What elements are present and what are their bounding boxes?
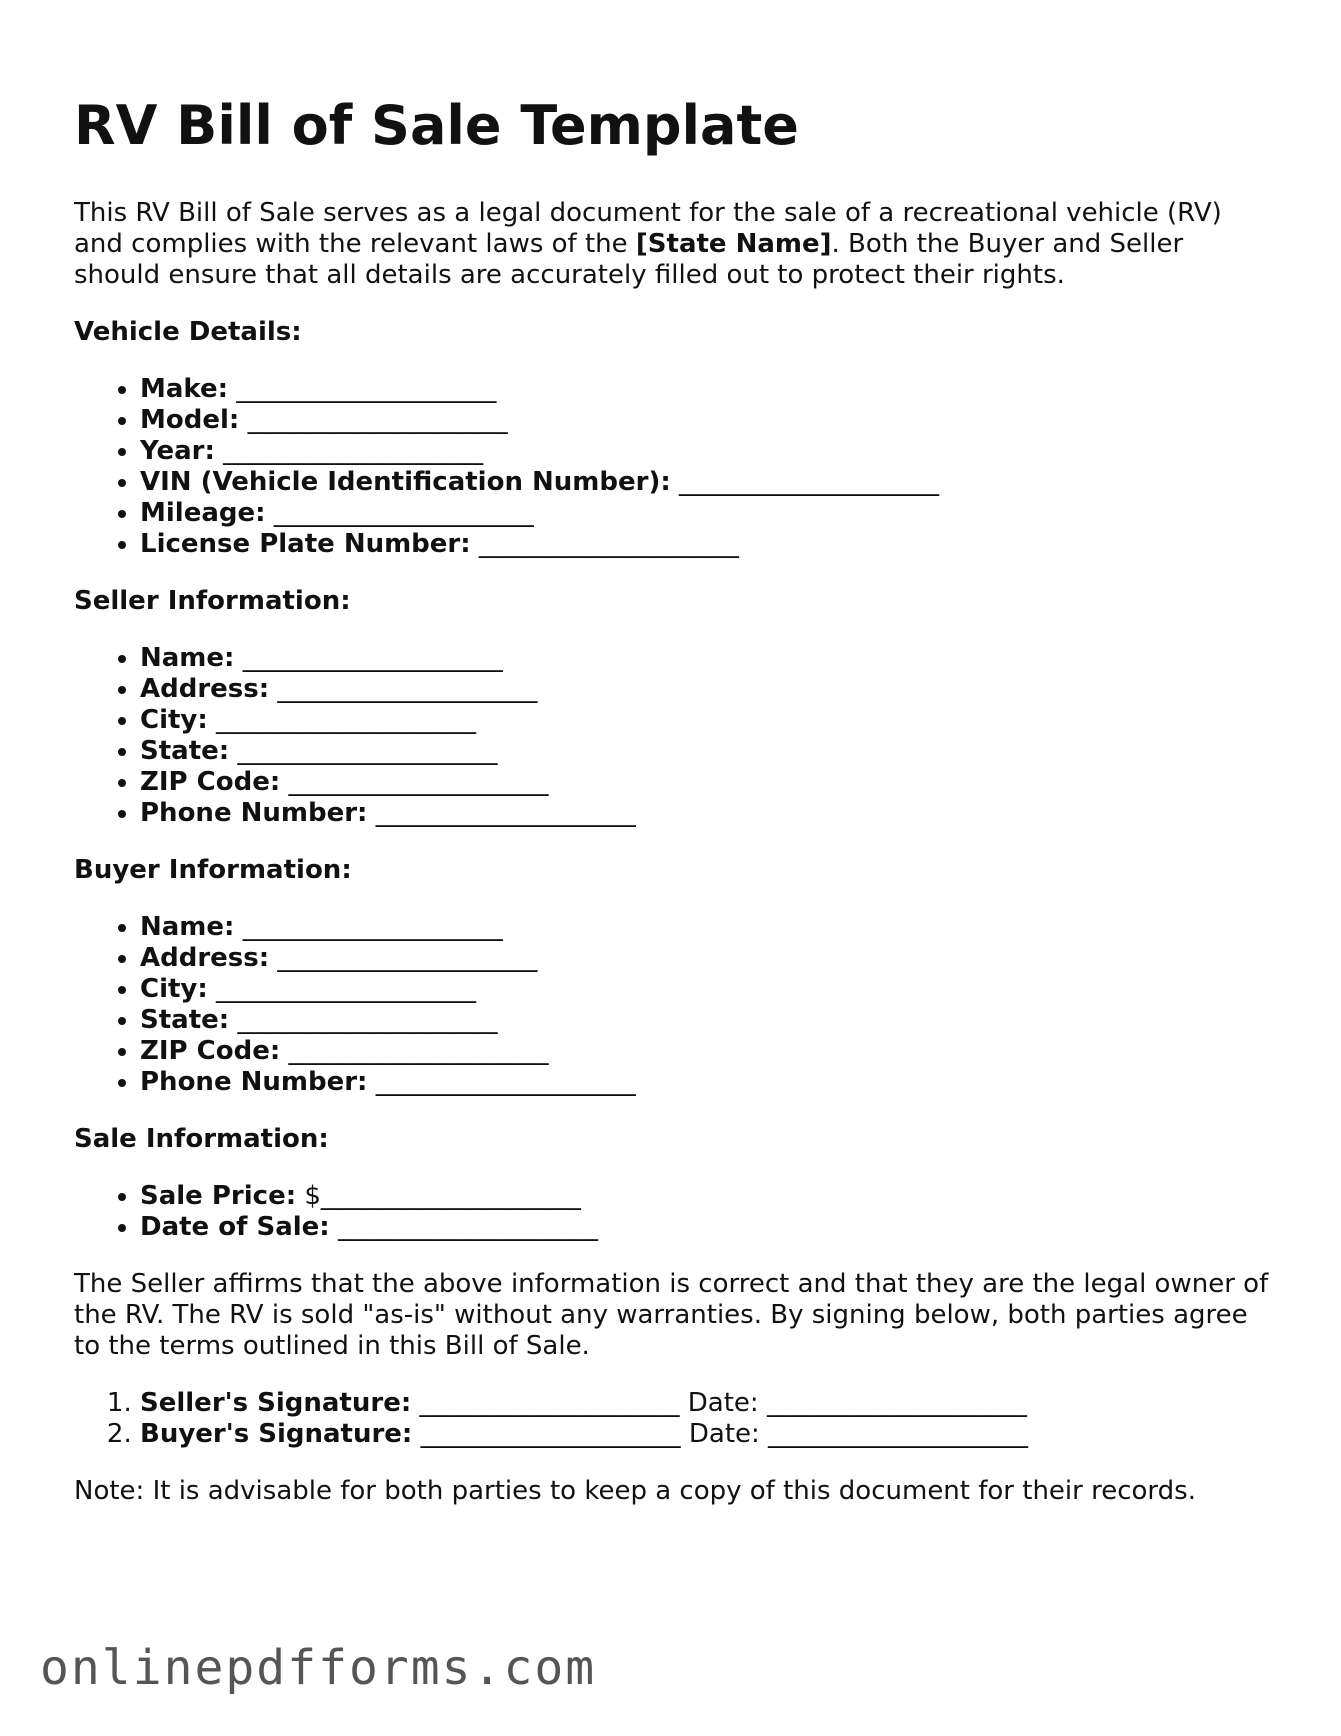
seller-address-blank[interactable]: ____________________ — [277, 674, 538, 704]
field-label: License Plate Number: — [140, 529, 471, 559]
vehicle-details-heading: Vehicle Details: — [74, 317, 302, 347]
field-label: Name: — [140, 643, 235, 673]
field-label: ZIP Code: — [140, 767, 281, 797]
document-page — [74, 92, 1274, 1507]
seller-city-blank[interactable]: ____________________ — [216, 705, 477, 735]
state-name-placeholder: [State Name] — [635, 229, 832, 259]
buyer-state-blank[interactable]: ____________________ — [237, 1005, 498, 1035]
buyer-signature-date-blank[interactable]: ____________________ — [768, 1419, 1029, 1449]
signature-list — [74, 1388, 1274, 1450]
buyer-information-list — [74, 912, 1274, 1098]
vehicle-plate-blank[interactable]: ____________________ — [478, 529, 739, 559]
buyer-information-heading: Buyer Information: — [74, 855, 352, 885]
vehicle-plate-item — [140, 529, 1274, 560]
buyer-zip-blank[interactable]: ____________________ — [288, 1036, 549, 1066]
buyer-phone-blank[interactable]: ____________________ — [375, 1067, 636, 1097]
field-label: Address: — [140, 674, 270, 704]
vehicle-details-list — [74, 374, 1274, 560]
buyer-signature-item — [140, 1419, 1274, 1450]
buyer-phone-item — [140, 1067, 1274, 1098]
note-paragraph: Note: It is advisable for both parties to keep a copy of this document for their records. — [74, 1476, 1196, 1506]
watermark: onlinepdfforms.com — [40, 1640, 597, 1696]
field-label: Address: — [140, 943, 270, 973]
buyer-city-blank[interactable]: ____________________ — [216, 974, 477, 1004]
field-label: Name: — [140, 912, 235, 942]
seller-information-heading: Seller Information: — [74, 586, 351, 616]
buyer-zip-item — [140, 1036, 1274, 1067]
vehicle-model-blank[interactable]: ____________________ — [247, 405, 508, 435]
seller-name-item — [140, 643, 1274, 674]
buyer-address-blank[interactable]: ____________________ — [277, 943, 538, 973]
field-label: Phone Number: — [140, 798, 368, 828]
vehicle-year-blank[interactable]: ____________________ — [223, 436, 484, 466]
vehicle-model-item — [140, 405, 1274, 436]
sale-price-item — [140, 1181, 1274, 1212]
vehicle-make-blank[interactable]: ____________________ — [236, 374, 497, 404]
buyer-city-item — [140, 974, 1274, 1005]
buyer-address-item — [140, 943, 1274, 974]
seller-city-item — [140, 705, 1274, 736]
date-label: Date: — [687, 1388, 759, 1418]
vehicle-vin-item — [140, 467, 1274, 498]
seller-phone-blank[interactable]: ____________________ — [375, 798, 636, 828]
buyer-name-item — [140, 912, 1274, 943]
field-label: Seller's Signature: — [140, 1388, 412, 1418]
seller-zip-item — [140, 767, 1274, 798]
seller-signature-blank[interactable]: ____________________ — [419, 1388, 680, 1418]
currency-symbol: $ — [304, 1181, 321, 1211]
buyer-name-blank[interactable]: ____________________ — [242, 912, 503, 942]
seller-zip-blank[interactable]: ____________________ — [288, 767, 549, 797]
field-label: Phone Number: — [140, 1067, 368, 1097]
seller-state-blank[interactable]: ____________________ — [237, 736, 498, 766]
field-label: Buyer's Signature: — [140, 1419, 413, 1449]
field-label: City: — [140, 705, 208, 735]
vehicle-mileage-item — [140, 498, 1274, 529]
field-label: ZIP Code: — [140, 1036, 281, 1066]
sale-date-item — [140, 1212, 1274, 1243]
closing-paragraph: The Seller affirms that the above information is correct and that they are the legal owner of the RV. The RV is sold "as-is" without any warranties. By signing below, both parties agree to the terms outlined in this Bill of Sale. — [74, 1269, 1269, 1361]
sale-information-list — [74, 1181, 1274, 1243]
field-label: VIN (Vehicle Identification Number): — [140, 467, 671, 497]
intro-text-before: This RV Bill of Sale serves as a legal document for the sale of a recreational vehicle (RV) and complies with the relevant laws of the — [74, 198, 1222, 259]
field-label: Date of Sale: — [140, 1212, 330, 1242]
intro-paragraph — [74, 198, 1274, 291]
date-label: Date: — [688, 1419, 760, 1449]
field-label: Mileage: — [140, 498, 266, 528]
seller-signature-date-blank[interactable]: ____________________ — [766, 1388, 1027, 1418]
vehicle-mileage-blank[interactable]: ____________________ — [273, 498, 534, 528]
field-label: State: — [140, 1005, 230, 1035]
field-label: Make: — [140, 374, 229, 404]
field-label: State: — [140, 736, 230, 766]
sale-price-blank[interactable]: ____________________ — [320, 1181, 581, 1211]
seller-information-list — [74, 643, 1274, 829]
buyer-state-item — [140, 1005, 1274, 1036]
buyer-signature-blank[interactable]: ____________________ — [420, 1419, 681, 1449]
vehicle-vin-blank[interactable]: ____________________ — [679, 467, 939, 497]
field-label: City: — [140, 974, 208, 1004]
field-label: Sale Price: — [140, 1181, 297, 1211]
seller-phone-item — [140, 798, 1274, 829]
sale-information-heading: Sale Information: — [74, 1124, 329, 1154]
field-label: Model: — [140, 405, 240, 435]
seller-signature-item — [140, 1388, 1274, 1419]
vehicle-year-item — [140, 436, 1274, 467]
field-label: Year: — [140, 436, 215, 466]
page-title: RV Bill of Sale Template — [74, 94, 799, 157]
intro-text-after: . Both the Buyer and Seller should ensure that all details are accurately filled out to protect their rights. — [74, 229, 1184, 290]
seller-state-item — [140, 736, 1274, 767]
seller-address-item — [140, 674, 1274, 705]
seller-name-blank[interactable]: ____________________ — [242, 643, 503, 673]
vehicle-make-item — [140, 374, 1274, 405]
sale-date-blank[interactable]: ____________________ — [337, 1212, 598, 1242]
